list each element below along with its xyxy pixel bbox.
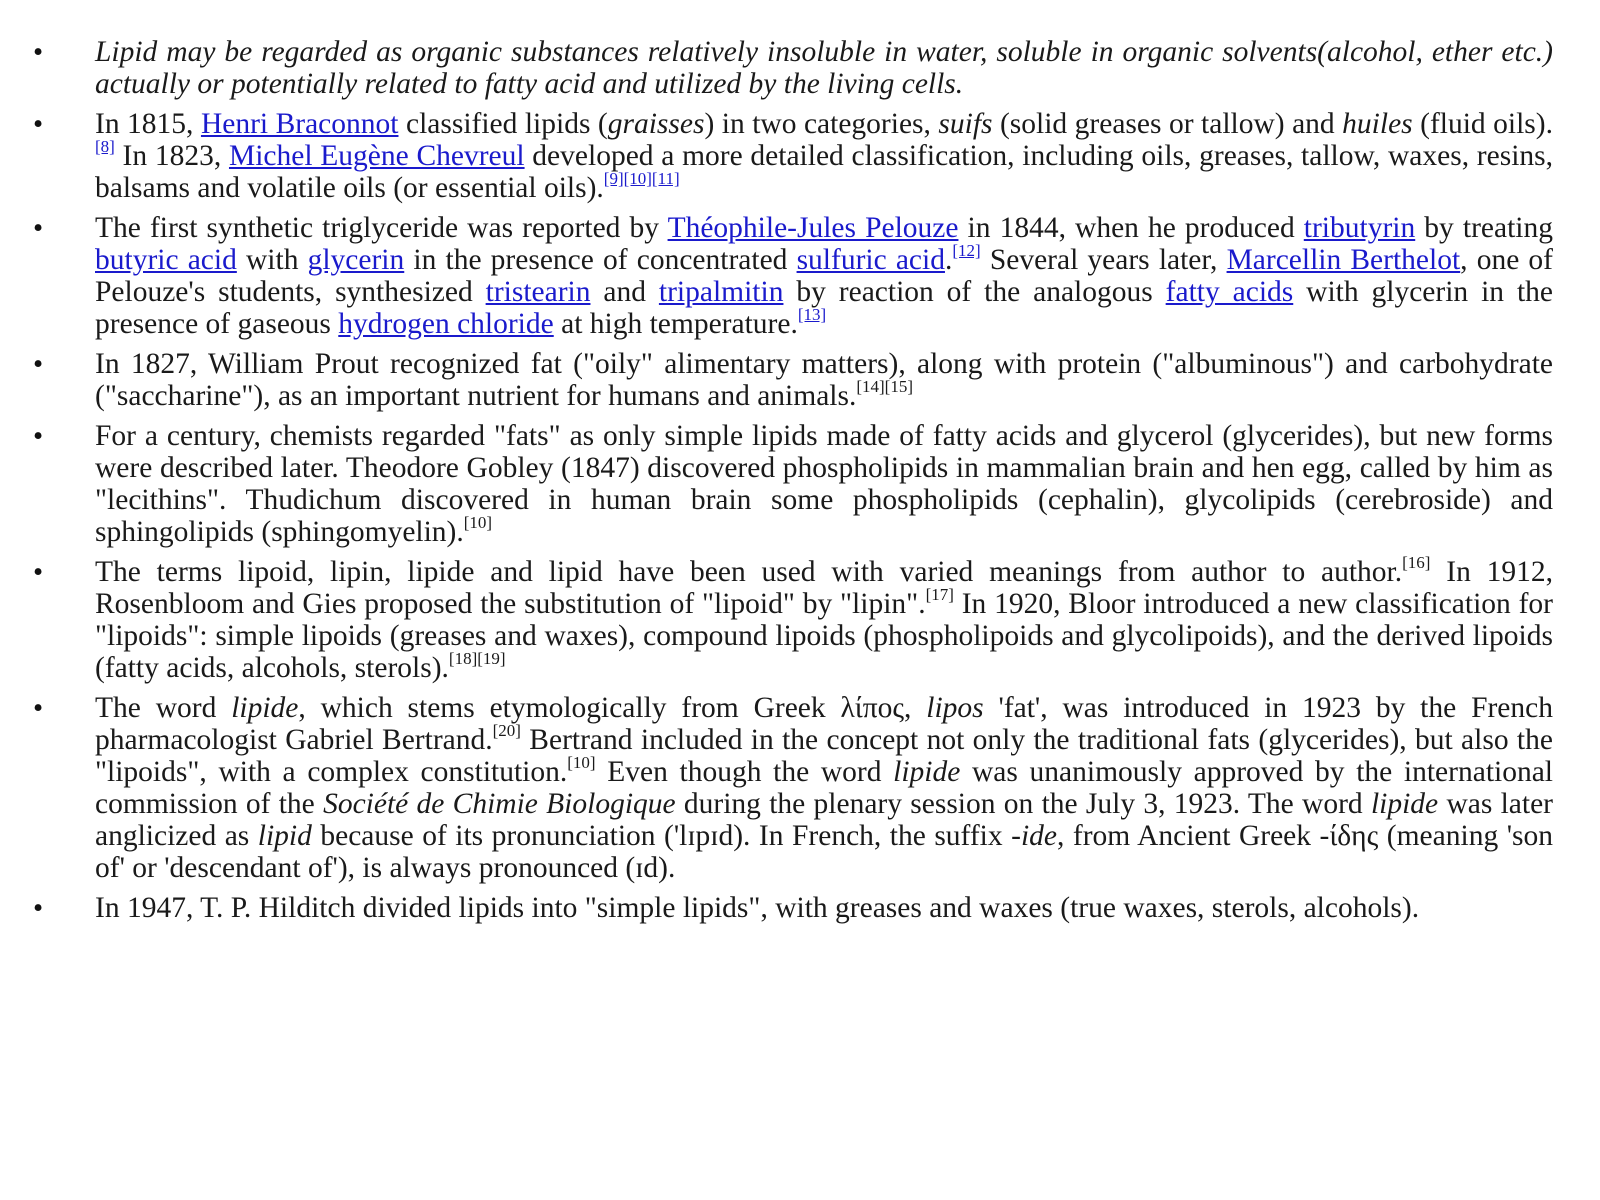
bullet-dot-icon: •: [33, 36, 44, 68]
citation-ref: [14][15]: [856, 377, 913, 396]
wiki-link[interactable]: Théophile-Jules Pelouze: [667, 212, 959, 244]
text-run: In 1912, Rosenbloom and Gies proposed the substitution of "lipoid" by "lipin".: [95, 556, 1553, 620]
text-run: was later anglicized as: [95, 788, 1554, 852]
text-run: with glycerin in the presence of gaseous: [95, 276, 1553, 340]
text-run: Bertrand included in the concept not only the traditional fats (glycerides), but also the "lipoids", with a complex constitution.: [95, 724, 1553, 788]
text-run: In 1827, William Prout recognized fat ("oily" alimentary matters), along with protein ("albuminous") and carbohydrate ("saccharine"), as an important nutrient for humans and animals.: [95, 348, 1553, 412]
text-run: ) in two categories,: [704, 108, 939, 140]
italic-text: lipide: [893, 756, 961, 788]
wiki-link[interactable]: Henri Braconnot: [200, 108, 399, 140]
text-run: , from Ancient Greek -ίδης (meaning 'son of' or 'descendant of'), is always pronounced (ɪd).: [95, 820, 1553, 884]
bullet-dot-icon: •: [33, 892, 44, 924]
wiki-link[interactable]: Marcellin Berthelot: [1226, 244, 1461, 276]
text-run: Several years later,: [980, 244, 1227, 276]
text-run: , one of Pelouze's students, synthesized: [95, 244, 1554, 308]
wiki-link[interactable]: hydrogen chloride: [338, 308, 554, 340]
text-run: 'fat', was introduced in 1923 by the French pharmacologist Gabriel Bertrand.: [95, 692, 1553, 756]
text-run: The first synthetic triglyceride was reported by: [95, 212, 668, 244]
bullet-dot-icon: •: [33, 420, 44, 452]
citation-ref: [18][19]: [448, 649, 506, 668]
text-run: The terms lipoid, lipin, lipide and lipid have been used with varied meanings from author to author.: [95, 556, 1403, 588]
bullet-dot-icon: •: [33, 212, 44, 244]
citation-link[interactable]: [8]: [95, 137, 115, 156]
italic-text: lipide: [231, 692, 299, 724]
citation-ref: [10]: [463, 513, 493, 532]
text-run: The word: [95, 692, 232, 724]
text-run: .: [944, 244, 953, 276]
italic-text: Lipid may be regarded as organic substances relatively insoluble in water, soluble in organic solvents(alcohol, ether etc.) actually or potentially related to fatty acid and utilized by the living cells.: [95, 36, 1553, 100]
bullet-dot-icon: •: [33, 108, 44, 140]
text-run: in the presence of concentrated: [404, 244, 797, 276]
italic-text: lipos: [926, 692, 984, 724]
citation-link[interactable]: [13]: [797, 305, 827, 324]
bullet-item: [0, 892, 1600, 924]
citation-link[interactable]: [9][10][11]: [603, 169, 680, 188]
text-run: developed a more detailed classification, including oils, greases, tallow, waxes, resins, balsams and volatile oils (or essential oils).: [95, 140, 1553, 204]
bullet-item: [0, 212, 1600, 340]
text-run: by reaction of the analogous: [783, 276, 1166, 308]
italic-text: lipid: [257, 820, 312, 852]
text-run: during the plenary session on the July 3, 1923. The word: [675, 788, 1371, 820]
citation-ref: [16]: [1402, 553, 1431, 572]
text-run: and: [590, 276, 659, 308]
bullet-item: [0, 108, 1600, 204]
wiki-link[interactable]: butyric acid: [95, 244, 237, 276]
text-run: classified lipids (: [398, 108, 608, 140]
wiki-link[interactable]: tristearin: [485, 276, 591, 308]
bullet-item: [0, 420, 1600, 548]
wiki-link[interactable]: tripalmitin: [658, 276, 784, 308]
text-run: , which stems etymologically from Greek λίπος,: [298, 692, 927, 724]
wiki-link[interactable]: glycerin: [307, 244, 405, 276]
italic-text: suifs: [938, 108, 993, 140]
bullet-dot-icon: •: [33, 556, 44, 588]
text-run: (solid greases or tallow) and: [992, 108, 1343, 140]
text-run: in 1844, when he produced: [958, 212, 1304, 244]
wiki-link[interactable]: tributyrin: [1303, 212, 1416, 244]
italic-text: Société de Chimie Biologique: [323, 788, 676, 820]
text-run: was unanimously approved by the international commission of the: [95, 756, 1553, 820]
bullet-list: [0, 36, 1600, 924]
italic-text: huiles: [1342, 108, 1413, 140]
bullet-dot-icon: •: [33, 348, 44, 380]
bullet-dot-icon: •: [33, 692, 44, 724]
text-run: because of its pronunciation ('lɪpɪd). In French, the suffix: [311, 820, 1012, 852]
italic-text: graisses: [607, 108, 705, 140]
citation-link[interactable]: [12]: [952, 241, 981, 260]
text-run: with: [236, 244, 308, 276]
wiki-link[interactable]: sulfuric acid: [796, 244, 945, 276]
text-run: In 1823,: [114, 140, 229, 172]
text-run: In 1947, T. P. Hilditch divided lipids into "simple lipids", with greases and waxes (true waxes, sterols, alcohols).: [95, 892, 1420, 924]
citation-ref: [20]: [492, 721, 521, 740]
bullet-item: [0, 692, 1600, 884]
wiki-link[interactable]: Michel Eugène Chevreul: [228, 140, 525, 172]
italic-text: -ide: [1011, 820, 1057, 852]
text-run: For a century, chemists regarded "fats" as only simple lipids made of fatty acids and glycerol (glycerides), but new forms were described later. Theodore Gobley (1847) discovered phospholipids in mammalian brain and hen egg, called by him as "lecithins". Thudichum discovered in human brain some phospholipids (cephalin), glycolipids (cerebroside) and sphingolipids (sphingomyelin).: [95, 420, 1553, 548]
citation-ref: [10]: [567, 753, 596, 772]
bullet-item: [0, 36, 1600, 100]
text-run: at high temperature.: [553, 308, 798, 340]
citation-ref: [17]: [925, 585, 954, 604]
text-run: Even though the word: [595, 756, 894, 788]
italic-text: lipide: [1370, 788, 1439, 820]
text-run: (fluid oils).: [1412, 108, 1553, 140]
bullet-item: [0, 553, 1600, 684]
bullet-item: [0, 348, 1600, 412]
wiki-link[interactable]: fatty acids: [1165, 276, 1294, 308]
text-run: In 1815,: [95, 108, 201, 140]
text-run: by treating: [1415, 212, 1553, 244]
text-run: In 1920, Bloor introduced a new classification for "lipoids": simple lipoids (greases and waxes), compound lipoids (phospholipoids and glycolipoids), and the derived lipoids (fatty acids, alcohols, sterols).: [95, 588, 1554, 684]
document-body: [0, 36, 1600, 932]
